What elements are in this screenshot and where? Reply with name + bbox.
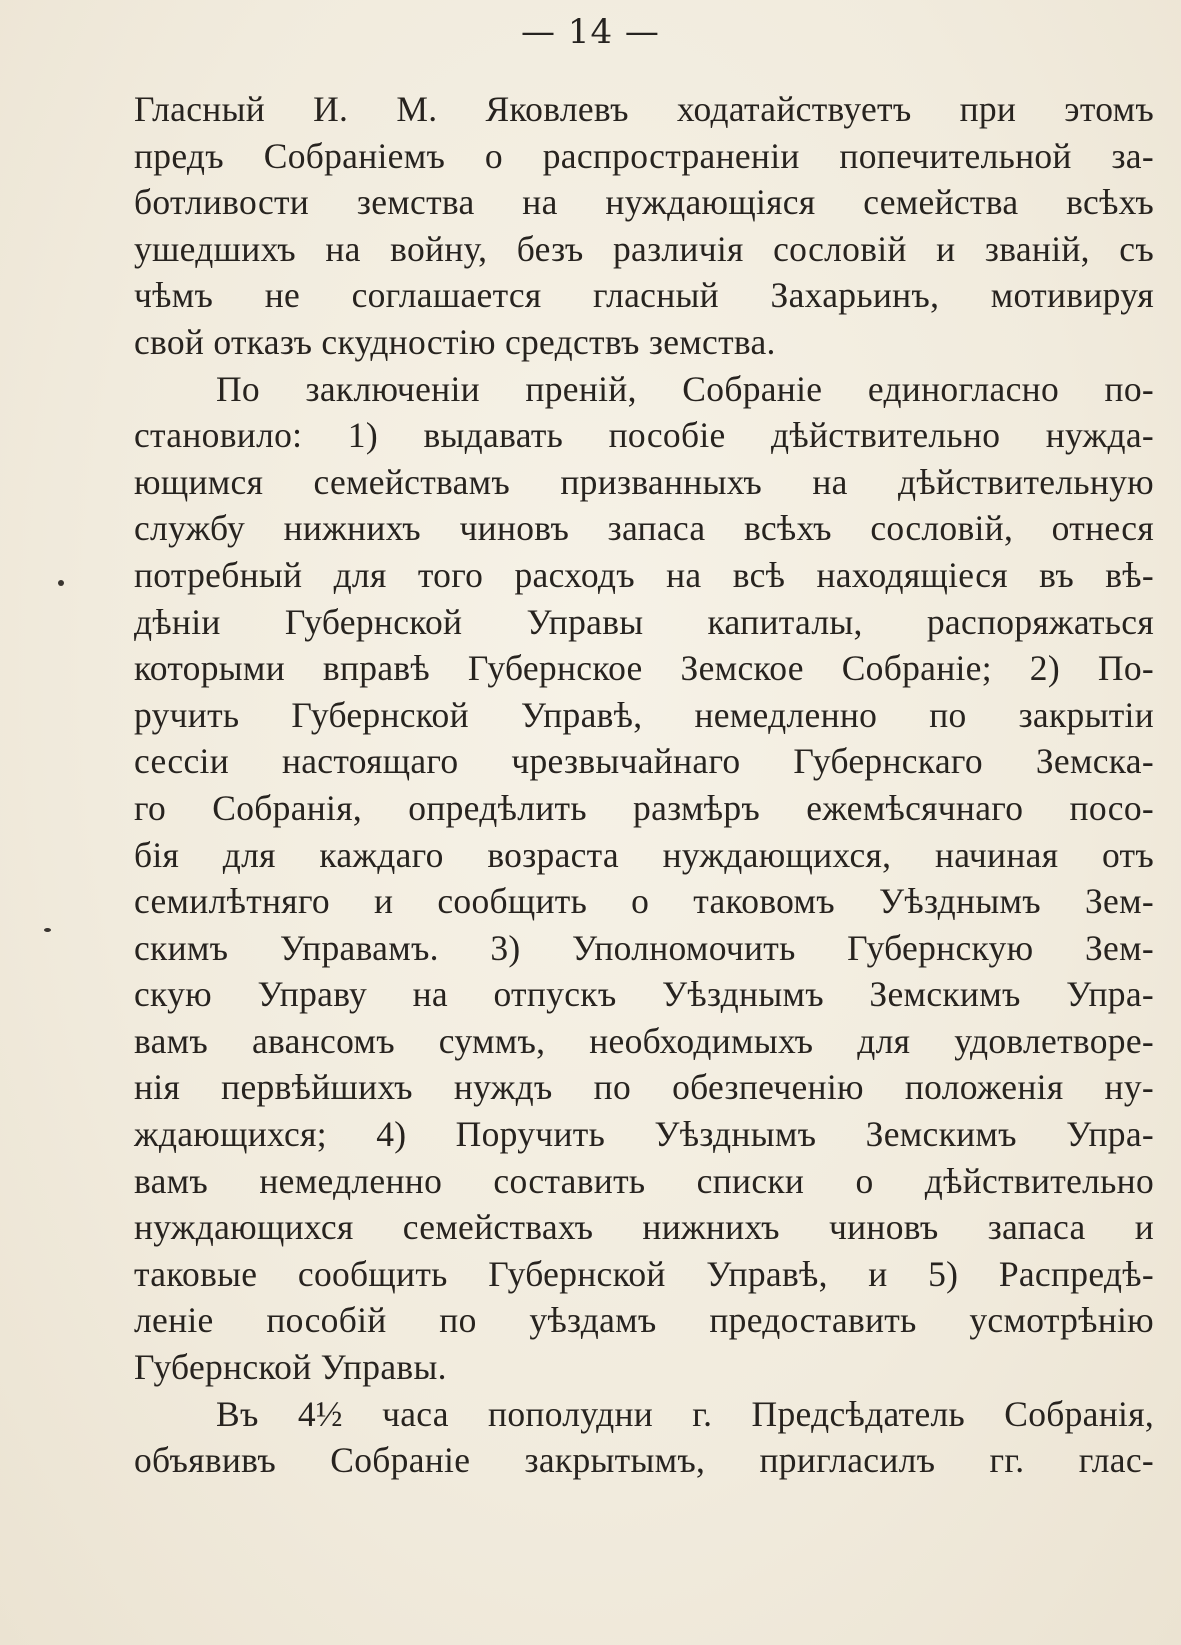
text-line: скимъ Управамъ. 3) Уполномочить Губернскую Зем- [134,927,1154,968]
text-line: объявивъ Собраніе закрытымъ, пригласилъ гг. глас- [134,1440,1154,1481]
text-line: Гласный И. М. Яковлевъ ходатайствуетъ при этомъ [134,89,1154,129]
paragraph [134,366,1154,1391]
text-line: го Собранія, опредѣлить размѣръ ежемѣсячнаго посо- [134,787,1154,828]
text-line: вамъ авансомъ суммъ, необходимыхъ для удовлетворе- [134,1020,1154,1061]
body-text [134,86,1154,1484]
page-number: — 14 — [521,12,660,52]
margin-speck [58,580,64,586]
text-line: Въ 4½ часа пополудни г. Предсѣдатель Собранія, [216,1393,1154,1434]
text-line: По заключеніи преній, Собраніе единогласно по- [216,368,1154,409]
text-line: ручить Губернской Управѣ, немедленно по закрытіи [134,694,1154,735]
paragraph [134,86,1154,366]
text-line: семилѣтняго и сообщить о таковомъ Уѣзднымъ Зем- [134,881,1154,922]
margin-speck [44,928,51,932]
text-line: предъ Собраніемъ о распространеніи попечительной за- [134,135,1154,176]
text-line: таковые сообщить Губернской Управѣ, и 5) Распредѣ- [134,1253,1154,1294]
text-line: службу нижнихъ чиновъ запаса всѣхъ сословій, отнеся [134,508,1154,549]
text-line: леніе пособій по уѣздамъ предоставить усмотрѣнію [134,1300,1154,1341]
text-line: свой отказъ скудностію средствъ земства. [134,321,776,362]
text-line: дѣніи Губернской Управы капиталы, распоряжаться [134,601,1154,642]
text-line: ждающихся; 4) Поручить Уѣзднымъ Земскимъ Упра- [134,1114,1154,1155]
text-line: ушедшихъ на войну, безъ различія сословій и званій, съ [134,228,1154,269]
text-line: становило: 1) выдавать пособіе дѣйствительно нужда- [134,415,1154,456]
text-line: чѣмъ не соглашается гласный Захарьинъ, мотивируя [134,275,1154,316]
text-line: сессіи настоящаго чрезвычайнаго Губернскаго Земска- [134,741,1154,782]
text-line: бія для каждаго возраста нуждающихся, начиная отъ [134,834,1154,875]
text-line: Губернской Управы. [134,1347,447,1388]
text-line: нуждающихся семействахъ нижнихъ чиновъ запаса и [134,1207,1154,1248]
paragraph [134,1391,1154,1484]
text-line: вамъ немедленно составить списки о дѣйствительно [134,1160,1154,1201]
text-line: потребный для того расходъ на всѣ находящіеся въ вѣ- [134,554,1154,595]
text-line: ющимся семействамъ призванныхъ на дѣйствительную [134,461,1154,502]
text-line: скую Управу на отпускъ Уѣзднымъ Земскимъ Упра- [134,974,1154,1015]
text-line: нія первѣйшихъ нуждъ по обезпеченію положенія ну- [134,1067,1154,1108]
text-line: ботливости земства на нуждающіяся семейства всѣхъ [134,182,1154,223]
text-line: которыми вправѣ Губернское Земское Собраніе; 2) По- [134,648,1154,689]
